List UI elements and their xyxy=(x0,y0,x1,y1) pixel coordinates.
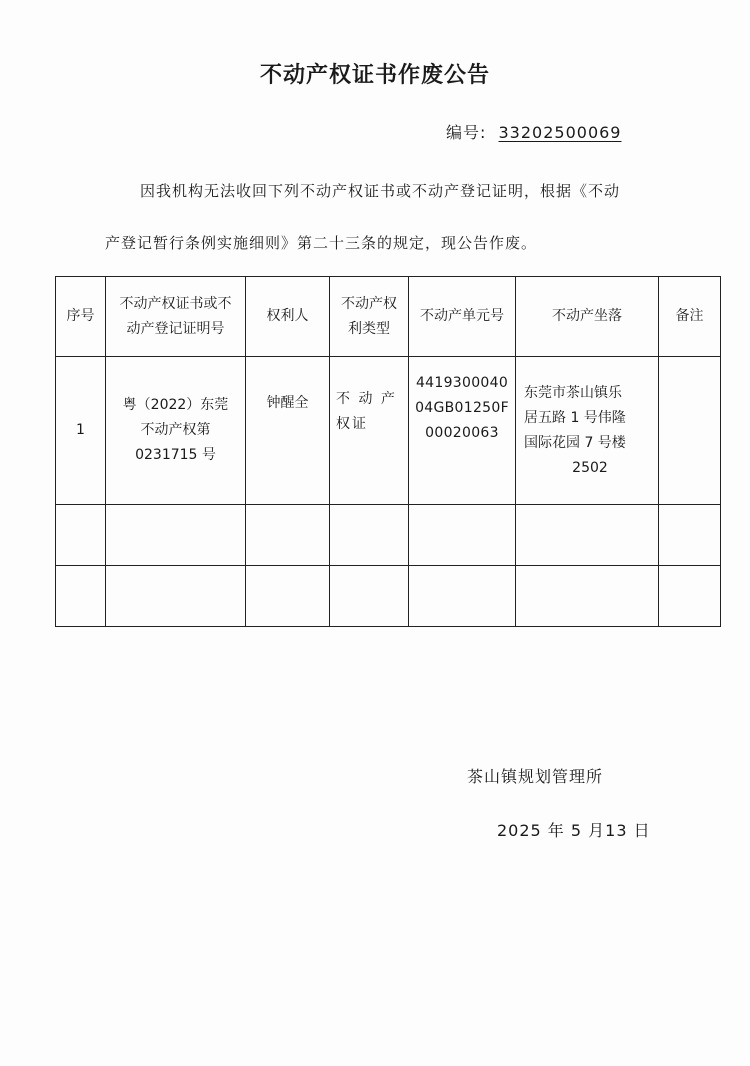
cell-certificate-line-2: 不动产权第 xyxy=(140,422,211,438)
document-number-label: 编号: xyxy=(446,123,487,142)
header-right-type xyxy=(330,277,409,357)
header-location: 不动产坐落 xyxy=(516,277,659,357)
table-row-empty xyxy=(56,505,721,566)
header-certificate-line-1: 不动产权证书或不 xyxy=(119,295,232,312)
cell-location xyxy=(516,357,659,505)
cell-location-line-1: 东莞市茶山镇乐 xyxy=(524,384,622,401)
cell-note xyxy=(659,357,721,505)
header-right-type-line-1: 不动产权 xyxy=(341,295,397,312)
cell-location-line-2: 居五路 1 号伟隆 xyxy=(524,409,626,426)
body-line-2: 产登记暂行条例实施细则》第二十三条的规定，现公告作废。 xyxy=(105,234,538,252)
cell-location-line-4: 2502 xyxy=(572,459,608,476)
cell-certificate-line-3: 0231715 号 xyxy=(135,447,216,463)
cell-owner: 钟醒全 xyxy=(246,357,330,505)
cell-unit-number-line-1: 4419300040 xyxy=(415,375,509,391)
issuer-name: 茶山镇规划管理所 xyxy=(467,767,604,786)
issue-date: 2025 年 5 月13 日 xyxy=(497,821,651,840)
header-unit-number: 不动产单元号 xyxy=(409,277,516,357)
document-number xyxy=(446,120,621,143)
header-note: 备注 xyxy=(659,277,721,357)
body-line-1: 因我机构无法收回下列不动产权证书或不动产登记证明，根据《不动 xyxy=(140,182,621,200)
header-owner: 权利人 xyxy=(246,277,330,357)
cell-certificate xyxy=(106,357,246,505)
header-certificate xyxy=(106,277,246,357)
table-header-row xyxy=(56,277,721,357)
cell-right-type-line-1: 不 动 产 xyxy=(336,391,397,407)
document-number-value: 33202500069 xyxy=(498,123,622,142)
header-right-type-line-2: 利类型 xyxy=(348,320,390,337)
certificate-table xyxy=(55,276,721,627)
cell-location-line-3: 国际花园 7 号楼 xyxy=(524,434,626,451)
table-row xyxy=(56,357,721,505)
page-title: 不动产权证书作废公告 xyxy=(259,63,490,88)
header-seq: 序号 xyxy=(56,277,106,357)
cell-unit-number-line-3: 00020063 xyxy=(425,425,499,441)
cell-right-type xyxy=(330,357,409,505)
cell-unit-number xyxy=(409,357,516,505)
cell-right-type-line-2: 权证 xyxy=(336,416,368,432)
cell-unit-number-line-2: 04GB01250F xyxy=(415,400,509,416)
cell-certificate-line-1: 粤（2022）东莞 xyxy=(122,397,229,413)
cell-seq: 1 xyxy=(56,357,106,505)
table-row-empty xyxy=(56,566,721,627)
header-certificate-line-2: 动产登记证明号 xyxy=(126,320,225,337)
